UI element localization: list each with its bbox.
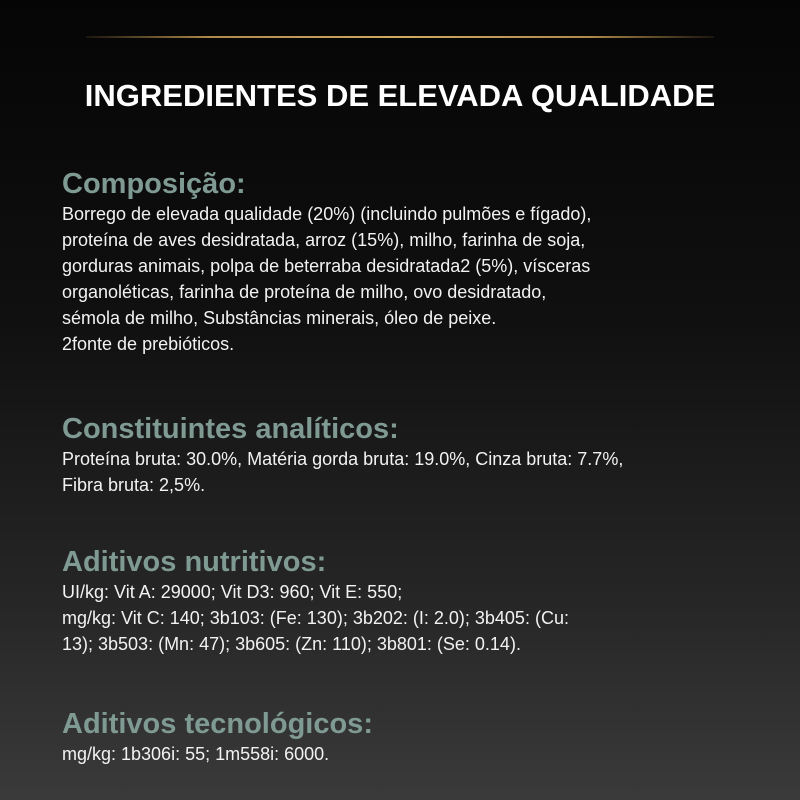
top-divider bbox=[86, 36, 714, 38]
section-constituintes-analiticos bbox=[62, 412, 762, 498]
section-line: Fibra bruta: 2,5%. bbox=[62, 475, 206, 495]
section-composicao bbox=[62, 167, 762, 357]
section-heading: Constituintes analíticos: bbox=[62, 413, 399, 445]
section-heading: Composição: bbox=[62, 168, 246, 200]
section-line: gorduras animais, polpa de beterraba desidratada2 (5%), vísceras bbox=[62, 256, 591, 276]
section-line: organoléticas, farinha de proteína de milho, ovo desidratado, bbox=[62, 282, 547, 302]
section-heading: Aditivos nutritivos: bbox=[62, 546, 327, 578]
section-line: 2fonte de prebióticos. bbox=[62, 334, 235, 354]
section-line: Proteína bruta: 30.0%, Matéria gorda bruta: 19.0%, Cinza bruta: 7.7%, bbox=[62, 449, 624, 469]
section-heading: Aditivos tecnológicos: bbox=[62, 708, 373, 740]
section-line: sémola de milho, Substâncias minerais, óleo de peixe. bbox=[62, 308, 497, 328]
section-line: 13); 3b503: (Mn: 47); 3b605: (Zn: 110); 3b801: (Se: 0.14). bbox=[62, 634, 521, 654]
section-line: mg/kg: 1b306i: 55; 1m558i: 6000. bbox=[62, 744, 330, 764]
page-title: INGREDIENTES DE ELEVADA QUALIDADE bbox=[84, 78, 716, 113]
section-aditivos-nutritivos bbox=[62, 545, 762, 657]
section-line: Borrego de elevada qualidade (20%) (incluindo pulmões e fígado), bbox=[62, 204, 592, 224]
section-line: mg/kg: Vit C: 140; 3b103: (Fe: 130); 3b202: (I: 2.0); 3b405: (Cu: bbox=[62, 608, 569, 628]
section-aditivos-tecnologicos bbox=[62, 707, 762, 767]
section-line: UI/kg: Vit A: 29000; Vit D3: 960; Vit E: 550; bbox=[62, 582, 403, 602]
section-line: proteína de aves desidratada, arroz (15%), milho, farinha de soja, bbox=[62, 230, 586, 250]
